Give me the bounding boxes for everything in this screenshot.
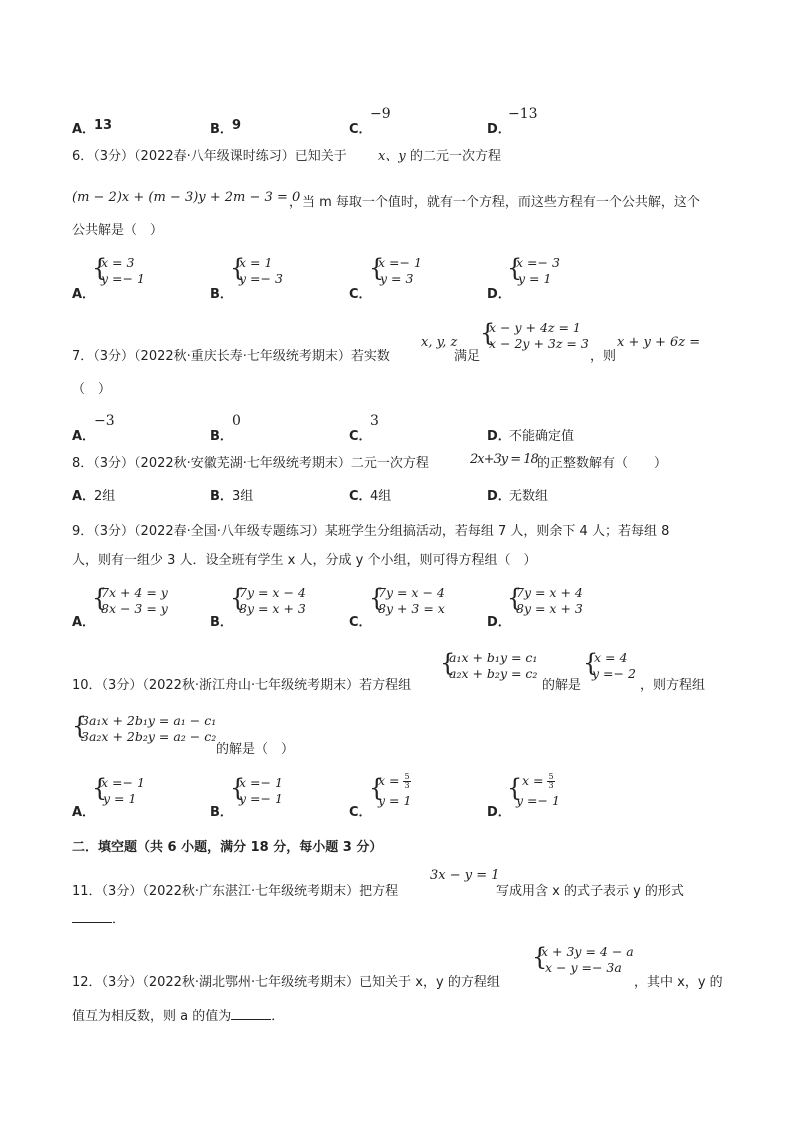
q10-mid: 的解是: [542, 678, 582, 693]
system-line-1: x =− 3: [516, 255, 560, 270]
system-line-2: 8x − 3 = y: [101, 601, 168, 616]
option-label-c: C．: [349, 489, 372, 504]
q11-answer-line: [72, 908, 125, 927]
q12-stem-prefix: 12．（3分）（2022秋·湖北鄂州·七年级统考期末）已知关于 x，y 的方程组: [72, 975, 500, 990]
system-line-1: x = 1: [239, 255, 273, 270]
option-label-d: D．: [487, 122, 511, 137]
system-line-1: x = 3: [101, 255, 135, 270]
option-d-value: −13: [508, 106, 538, 122]
q8-stem-prefix: 8．（3分）（2022秋·安徽芜湖·七年级统考期末）二元一次方程: [72, 456, 429, 471]
option-label: A．: [72, 287, 96, 302]
option-d-value: 不能确定值: [509, 429, 575, 444]
q8-stem-suffix: 的正整数解有（ ）: [537, 456, 668, 471]
q6-vars: x、y: [378, 149, 406, 164]
option-d-value: 无数组: [509, 489, 549, 504]
option-label: C．: [349, 287, 372, 302]
answer-blank[interactable]: [231, 1007, 271, 1020]
q6-equation: (m − 2)x + (m − 3)y + 2m − 3 = 0: [72, 190, 301, 205]
system-line-1: [522, 773, 555, 790]
system-line-2: 8y = x + 3: [516, 601, 583, 616]
system-line-2: 8y = x + 3: [239, 601, 306, 616]
system-line-1: x − y + 4z = 1: [489, 320, 581, 335]
system-line-1: 7y = x − 4: [239, 585, 306, 600]
system-line-2: x − y =− 3a: [545, 960, 622, 975]
fraction: [403, 773, 410, 790]
system-line-2: y = 1: [103, 791, 137, 806]
system-line-1: x =− 1: [378, 255, 422, 270]
system-line-2: y =− 1: [101, 271, 145, 286]
q12-period: ．: [271, 1009, 285, 1024]
answer-blank[interactable]: [72, 910, 112, 923]
option-label: B．: [210, 615, 233, 630]
option-label: A．: [72, 615, 96, 630]
option-c-value: −9: [370, 106, 391, 122]
system-line-2: 8y + 3 = x: [378, 601, 445, 616]
system-line-1: a₁x + b₁y = c₁: [449, 650, 538, 665]
option-label: D．: [487, 615, 511, 630]
option-label-b: B．: [210, 122, 233, 137]
q6-line2: ，当 m 每取一个值时，就有一个方程，而这些方程有一个公共解，这个: [289, 195, 700, 210]
q12-stem-suffix: ，其中 x，y 的: [634, 975, 723, 990]
system-line-2: a₂x + b₂y = c₂: [449, 666, 538, 681]
option-a-value: −3: [94, 413, 115, 429]
q10-sys2-after: 的解是（ ）: [216, 742, 295, 757]
option-b-value: 9: [232, 118, 242, 133]
option-label-a: A．: [72, 122, 96, 137]
option-c-value: 3: [370, 413, 379, 429]
system-line-2: y = 1: [378, 793, 412, 808]
system-line-2: y =− 2: [592, 666, 636, 681]
q6-line3: 公共解是（ ）: [72, 223, 164, 238]
option-b-value: 0: [232, 413, 241, 429]
system-line-1: 7y = x − 4: [378, 585, 445, 600]
numerator: 5: [548, 772, 554, 781]
system-line-1: 7y = x + 4: [516, 585, 583, 600]
option-c-value: 4组: [370, 489, 392, 504]
q10-suffix: ，则方程组: [640, 678, 706, 693]
system-line-1: [378, 773, 411, 790]
frac-lhs: x =: [378, 773, 400, 788]
option-label-b: B．: [210, 429, 233, 444]
system-line-1: 3a₁x + 2b₁y = a₁ − c₁: [81, 713, 217, 728]
q9-line1: 9．（3分）（2022春·全国·八年级专题练习）某班学生分组搞活动，若每组 7 人，则余下 4 人；若每组 8: [72, 524, 670, 539]
system-line-2: y = 3: [380, 271, 414, 286]
q7-expr: x + y + 6z =: [617, 335, 701, 350]
q6-stem-suffix: 的二元一次方程: [410, 149, 502, 164]
q11-period: ．: [112, 912, 126, 927]
option-label-d: D．: [487, 429, 511, 444]
system-line-2: 3a₂x + 2b₂y = a₂ − c₂: [81, 729, 217, 744]
q7-line2: （ ）: [72, 382, 112, 397]
option-label: A．: [72, 805, 96, 820]
section-heading: 二．填空题（共 6 小题，满分 18 分，每小题 3 分）: [72, 840, 383, 855]
option-label-a: A．: [72, 429, 96, 444]
option-a-value: 13: [94, 118, 113, 133]
option-label-a: A．: [72, 489, 96, 504]
option-label-d: D．: [487, 489, 511, 504]
q7-mid: 满足: [454, 349, 481, 364]
option-b-value: 3组: [232, 489, 254, 504]
q11-equation: 3x − y = 1: [430, 868, 500, 883]
q9-line2: 人，则有一组少 3 人．设全班有学生 x 人，分成 y 个小组，则可得方程组（ ）: [72, 553, 537, 568]
q8-equation: 2x+3y = 18: [470, 452, 538, 467]
system-line-1: x =− 1: [239, 775, 283, 790]
q12-line2: [72, 1005, 284, 1024]
option-label: B．: [210, 805, 233, 820]
option-a-value: 2组: [94, 489, 116, 504]
fraction: [547, 773, 554, 790]
system-line-1: x =− 1: [101, 775, 145, 790]
q11-stem-prefix: 11．（3分）（2022秋·广东湛江·七年级统考期末）把方程: [72, 884, 399, 899]
q6-stem-prefix: 6．（3分）（2022春·八年级课时练习）已知关于: [72, 149, 347, 164]
option-label-c: C．: [349, 122, 372, 137]
q12-line2-text: 值互为相反数，则 a 的值为: [72, 1009, 232, 1024]
frac-lhs: x =: [522, 773, 544, 788]
option-label-b: B．: [210, 489, 233, 504]
option-label: C．: [349, 805, 372, 820]
q7-then: ，则: [590, 349, 617, 364]
denominator: 3: [404, 781, 410, 790]
denominator: 3: [548, 781, 554, 790]
system-line-1: x = 4: [594, 650, 628, 665]
system-line-2: x − 2y + 3z = 3: [489, 336, 589, 351]
system-line-2: y =− 1: [516, 793, 560, 808]
q10-stem-prefix: 10．（3分）（2022秋·浙江舟山·七年级统考期末）若方程组: [72, 678, 412, 693]
system-line-2: y = 1: [518, 271, 552, 286]
option-label-c: C．: [349, 429, 372, 444]
system-line-1: x + 3y = 4 − a: [541, 944, 634, 959]
option-label: D．: [487, 805, 511, 820]
q7-stem-prefix: 7．（3分）（2022秋·重庆长寿·七年级统考期末）若实数: [72, 349, 390, 364]
option-label: C．: [349, 615, 372, 630]
q11-stem-suffix: 写成用含 x 的式子表示 y 的形式: [496, 884, 684, 899]
system-line-2: y =− 3: [239, 271, 283, 286]
q7-vars: x, y, z: [421, 335, 458, 350]
system-line-1: 7x + 4 = y: [101, 585, 168, 600]
option-label: B．: [210, 287, 233, 302]
option-label: D．: [487, 287, 511, 302]
numerator: 5: [404, 772, 410, 781]
system-line-2: y =− 1: [239, 791, 283, 806]
